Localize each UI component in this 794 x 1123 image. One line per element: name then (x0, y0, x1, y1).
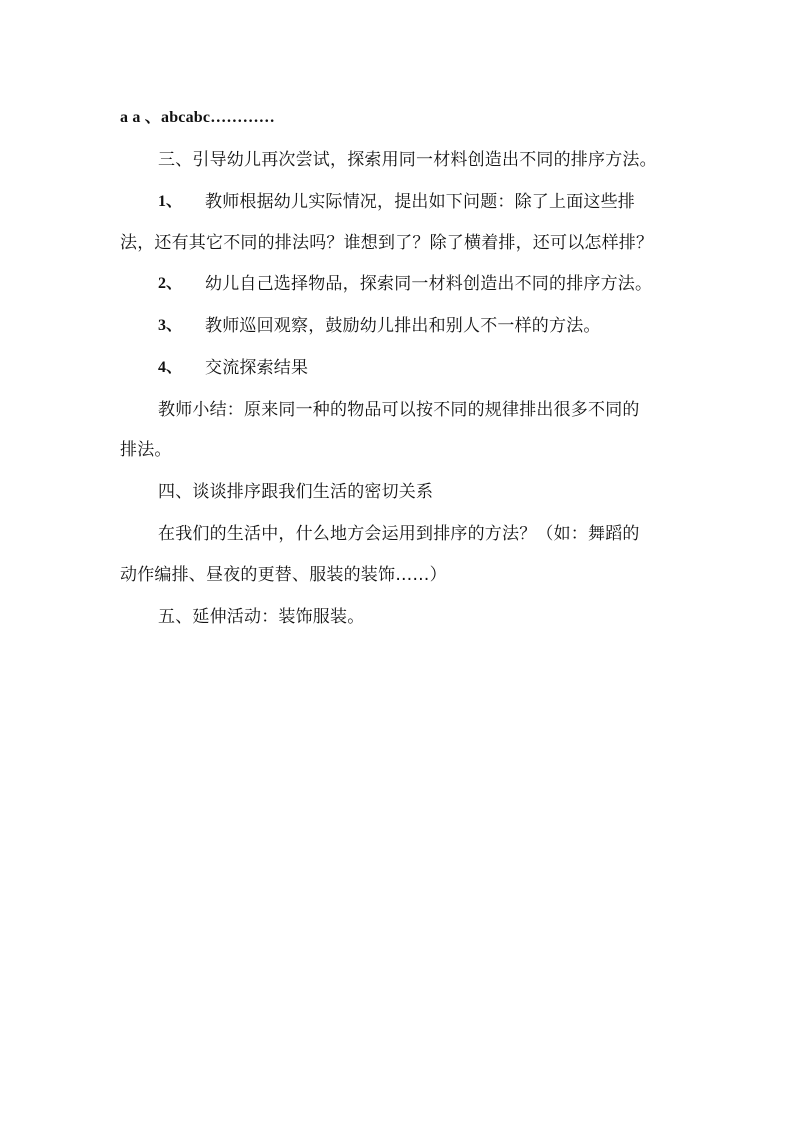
section-4-paragraph-line-2: 动作编排、昼夜的更替、服装的装饰……） (120, 565, 447, 585)
item-number-1: 1、 (158, 193, 183, 210)
item-number-2: 2、 (158, 275, 183, 292)
item-number-4: 4、 (158, 359, 183, 376)
item-text-1: 教师根据幼儿实际情况，提出如下问题：除了上面这些排 (205, 192, 635, 212)
section-4-paragraph-line-1: 在我们的生活中，什么地方会运用到排序的方法？（如：舞蹈的 (158, 524, 640, 544)
item-text-3: 教师巡回观察，鼓励幼儿排出和别人不一样的方法。 (205, 316, 601, 336)
item-text-2: 幼儿自己选择物品，探索同一材料创造出不同的排序方法。 (205, 274, 653, 294)
teacher-summary-line-2: 排法。 (120, 440, 172, 460)
item-number-3: 3、 (158, 317, 183, 334)
item-text-1-continuation: 法，还有其它不同的排法吗？谁想到了？除了横着排，还可以怎样排？ (120, 233, 654, 253)
section-heading-3: 三、引导幼儿再次尝试，探索用同一材料创造出不同的排序方法。 (158, 150, 657, 170)
section-heading-5: 五、延伸活动：装饰服装。 (158, 607, 365, 627)
item-text-4: 交流探索结果 (205, 358, 309, 378)
teacher-summary-line-1: 教师小结：原来同一种的物品可以按不同的规律排出很多不同的 (158, 400, 640, 420)
pattern-line: a a 、abcabc………… (120, 109, 275, 126)
section-heading-4: 四、谈谈排序跟我们生活的密切关系 (158, 482, 434, 502)
